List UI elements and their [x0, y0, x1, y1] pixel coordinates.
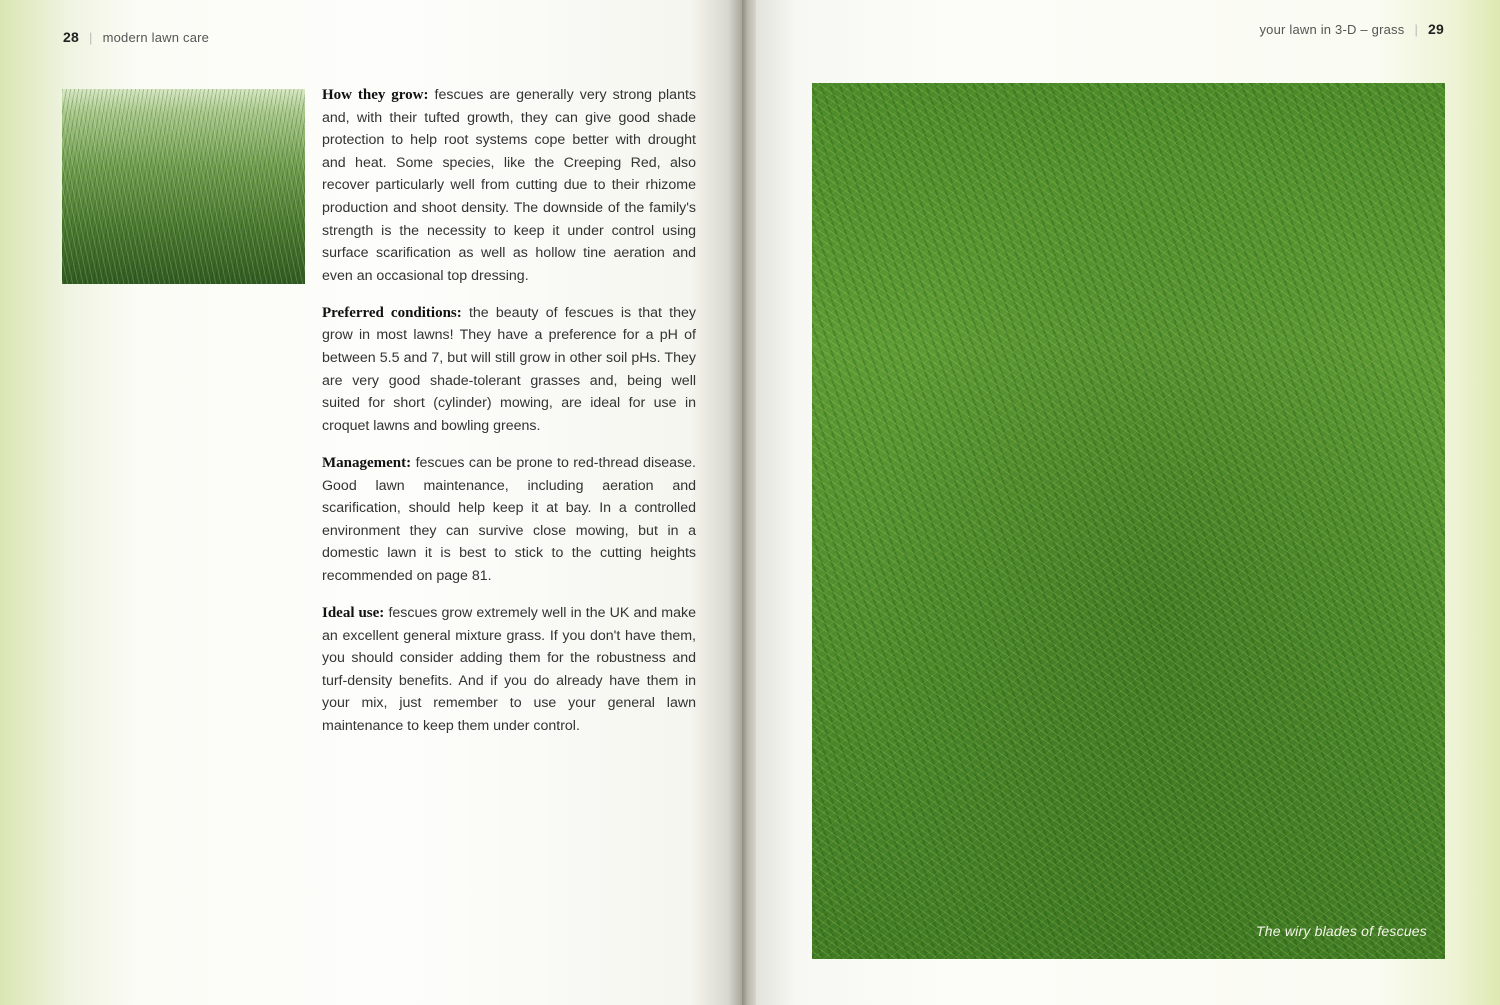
body-text-column [322, 84, 696, 752]
paragraph-lead: Ideal use: [322, 604, 385, 621]
left-running-head: modern lawn care [102, 30, 210, 45]
paragraph-management [322, 452, 696, 588]
paragraph-how-they-grow [322, 84, 696, 287]
left-page-number: 28 [63, 29, 79, 45]
paragraph-ideal-use [322, 602, 696, 738]
right-page-number: 29 [1428, 21, 1444, 37]
paragraph-text: the beauty of fescues is that they grow in most lawns! They have a preference for a pH of between 5.5 and 7, but will still grow in other soil pHs. They are very good shade-tolerant grasses and, being well suited for short (cylinder) mowing, are ideal for use in croquet lawns and bowling greens. [322, 304, 696, 434]
paragraph-lead: Preferred conditions: [322, 304, 462, 321]
folio-separator: | [1414, 22, 1419, 37]
fescue-closeup-photo [812, 83, 1445, 959]
paragraph-text: fescues are generally very strong plants and, with their tufted growth, they can give good shade protection to help root systems cope better with drought and heat. Some species, like the Creeping Red, also recover particularly well from cutting due to their rhizome production and shoot density. The downside of the family's strength is the necessity to keep it under control using surface scarification as well as hollow tine aeration and even an occasional top dressing. [322, 87, 696, 284]
paragraph-preferred-conditions [322, 302, 696, 438]
book-gutter [742, 0, 756, 1005]
paragraph-lead: Management: [322, 454, 412, 471]
paragraph-lead: How they grow: [322, 87, 429, 103]
photo-caption: The wiry blades of fescues [1256, 923, 1427, 939]
left-folio [63, 29, 209, 45]
folio-separator: | [88, 30, 93, 45]
right-running-head: your lawn in 3-D – grass [1259, 22, 1405, 37]
left-page [0, 0, 742, 1005]
right-folio [1259, 21, 1444, 37]
paragraph-text: fescues grow extremely well in the UK and make an excellent general mixture grass. If you don't have them, you should consider adding them for the robustness and turf-density benefits. And if you do already have them in your mix, just remember to use your general lawn maintenance to keep them under control. [322, 604, 696, 734]
paragraph-text: fescues can be prone to red-thread disease. Good lawn maintenance, including aeration and scarification, should help keep it at bay. In a controlled environment they can survive close mowing, but in a domestic lawn it is best to stick to the cutting heights recommended on page 81. [322, 454, 696, 584]
grass-field-photo [62, 89, 305, 284]
